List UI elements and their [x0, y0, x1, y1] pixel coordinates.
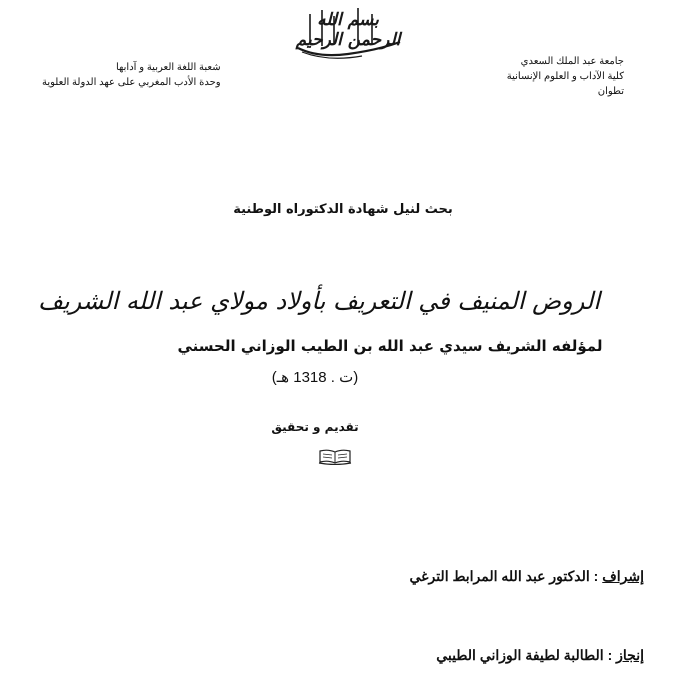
prepared-by-separator: :: [603, 647, 613, 663]
prepared-by-name: الطالبة لطيفة الوزاني الطيبي: [436, 647, 604, 663]
presentation-label: تقديم و تحقيق: [271, 420, 359, 434]
research-unit-name: وحدة الأدب المغربي على عهد الدولة العلوية: [42, 77, 221, 88]
department-name: شعبة اللغة العربية و آدابها: [115, 62, 221, 73]
supervisor-label: إشراف: [602, 568, 644, 584]
faculty-name: كلية الآداب و العلوم الإنسانية: [506, 71, 624, 82]
institution-block-left: [42, 60, 221, 90]
institution-block-right: [507, 54, 624, 99]
author-death-date: (ت . 1318 هـ): [271, 369, 359, 386]
basmala-text: بسم الله الرحمن الرحيم: [295, 10, 401, 50]
university-name: جامعة عبد الملك السعدي: [520, 56, 624, 67]
supervisor-separator: :: [589, 568, 599, 584]
prepared-by-line: [436, 647, 644, 664]
basmala-calligraphy: [288, 4, 408, 62]
supervisor-line: [409, 568, 644, 585]
prepared-by-label: إنجاز: [616, 647, 644, 663]
thesis-subject: بحث لنيل شهادة الدكتوراه الوطنية: [233, 202, 453, 217]
city-name: تطوان: [597, 86, 624, 97]
thesis-title: الروض المنيف في التعريف بأولاد مولاي عبد الله الشريف: [38, 287, 600, 315]
open-book-icon: [318, 449, 352, 465]
supervisor-name: الدكتور عبد الله المرابط الترغي: [409, 568, 590, 584]
thesis-author: لمؤلفه الشريف سيدي عبد الله بن الطيب الوزاني الحسني: [177, 337, 603, 355]
